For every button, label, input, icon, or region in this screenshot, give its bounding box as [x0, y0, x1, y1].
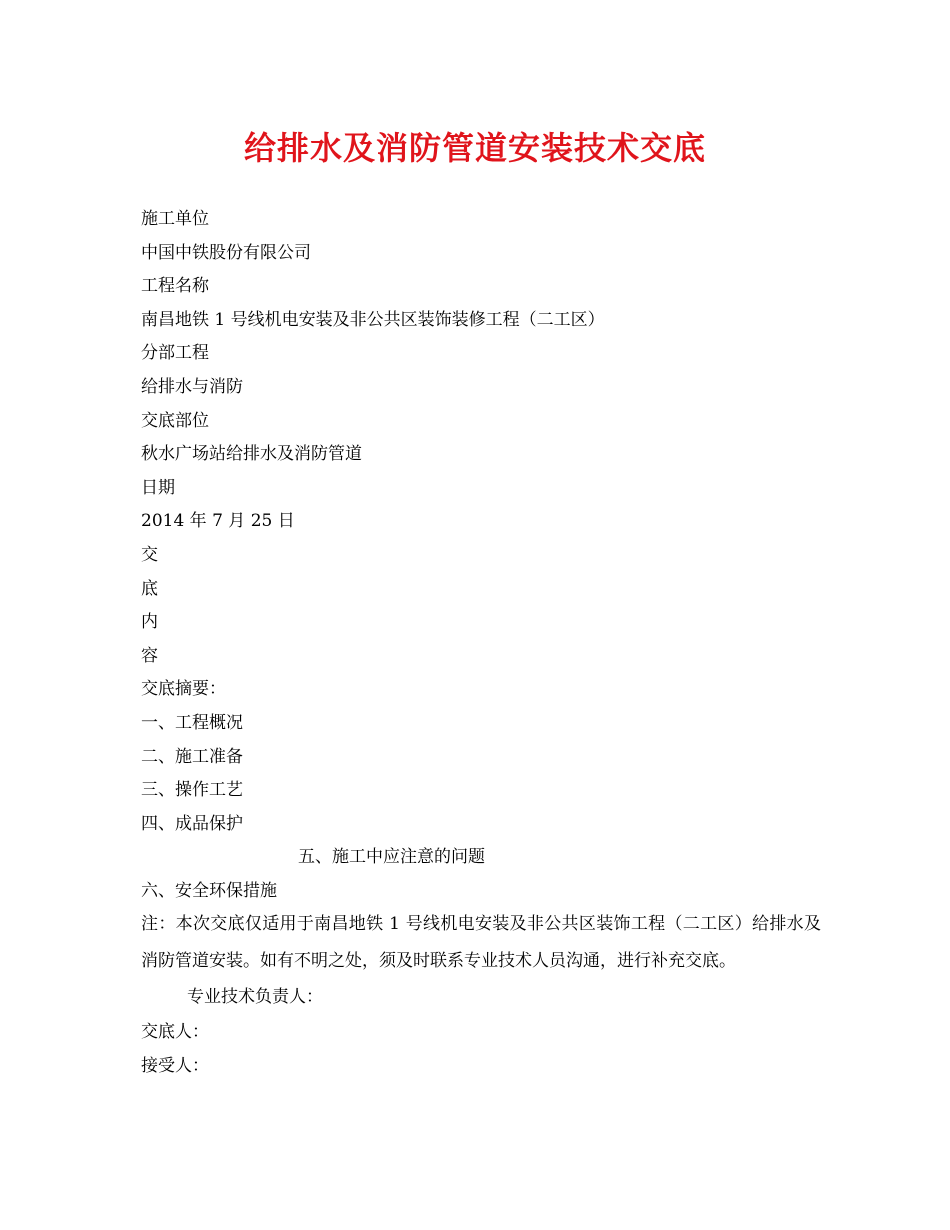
field-value-handover-location: 秋水广场站给排水及消防管道	[141, 444, 362, 465]
document-title: 给排水及消防管道安装技术交底	[243, 129, 706, 167]
note-paragraph: 注：本次交底仅适用于南昌地铁 1 号线机电安装及非公共区装饰工程（二工区）给排水及消防管道安装。如有不明之处，须及时联系专业技术人员沟通，进行补充交底。	[141, 914, 821, 971]
handover-by-signature: 交底人：	[141, 1022, 209, 1043]
field-label-handover-location: 交底部位	[141, 410, 209, 431]
section-three: 三、操作工艺	[141, 780, 243, 801]
section-six: 六、安全环保措施	[141, 880, 277, 901]
field-value-sub-project: 给排水与消防	[141, 376, 243, 397]
vertical-label-char-4: 容	[141, 645, 158, 666]
document-body	[141, 203, 821, 1083]
section-four: 四、成品保护	[141, 813, 243, 834]
section-five: 五、施工中应注意的问题	[298, 847, 485, 868]
vertical-label-char-2: 底	[141, 578, 158, 599]
field-value-project-name: 南昌地铁 1 号线机电安装及非公共区装饰装修工程（二工区）	[141, 309, 605, 330]
field-value-date: 2014 年 7 月 25 日	[141, 511, 295, 532]
received-by-signature: 接受人：	[141, 1056, 209, 1077]
field-value-construction-unit: 中国中铁股份有限公司	[141, 242, 311, 263]
tech-lead-signature: 专业技术负责人：	[187, 987, 323, 1008]
field-label-sub-project: 分部工程	[141, 343, 209, 364]
field-label-date: 日期	[141, 477, 175, 498]
field-label-construction-unit: 施工单位	[141, 209, 209, 229]
section-two: 二、施工准备	[141, 746, 243, 767]
vertical-label-char-3: 内	[141, 612, 158, 633]
field-label-project-name: 工程名称	[141, 276, 209, 297]
section-one: 一、工程概况	[141, 712, 243, 733]
summary-heading: 交底摘要：	[141, 679, 226, 700]
vertical-label-char-1: 交	[141, 544, 158, 565]
